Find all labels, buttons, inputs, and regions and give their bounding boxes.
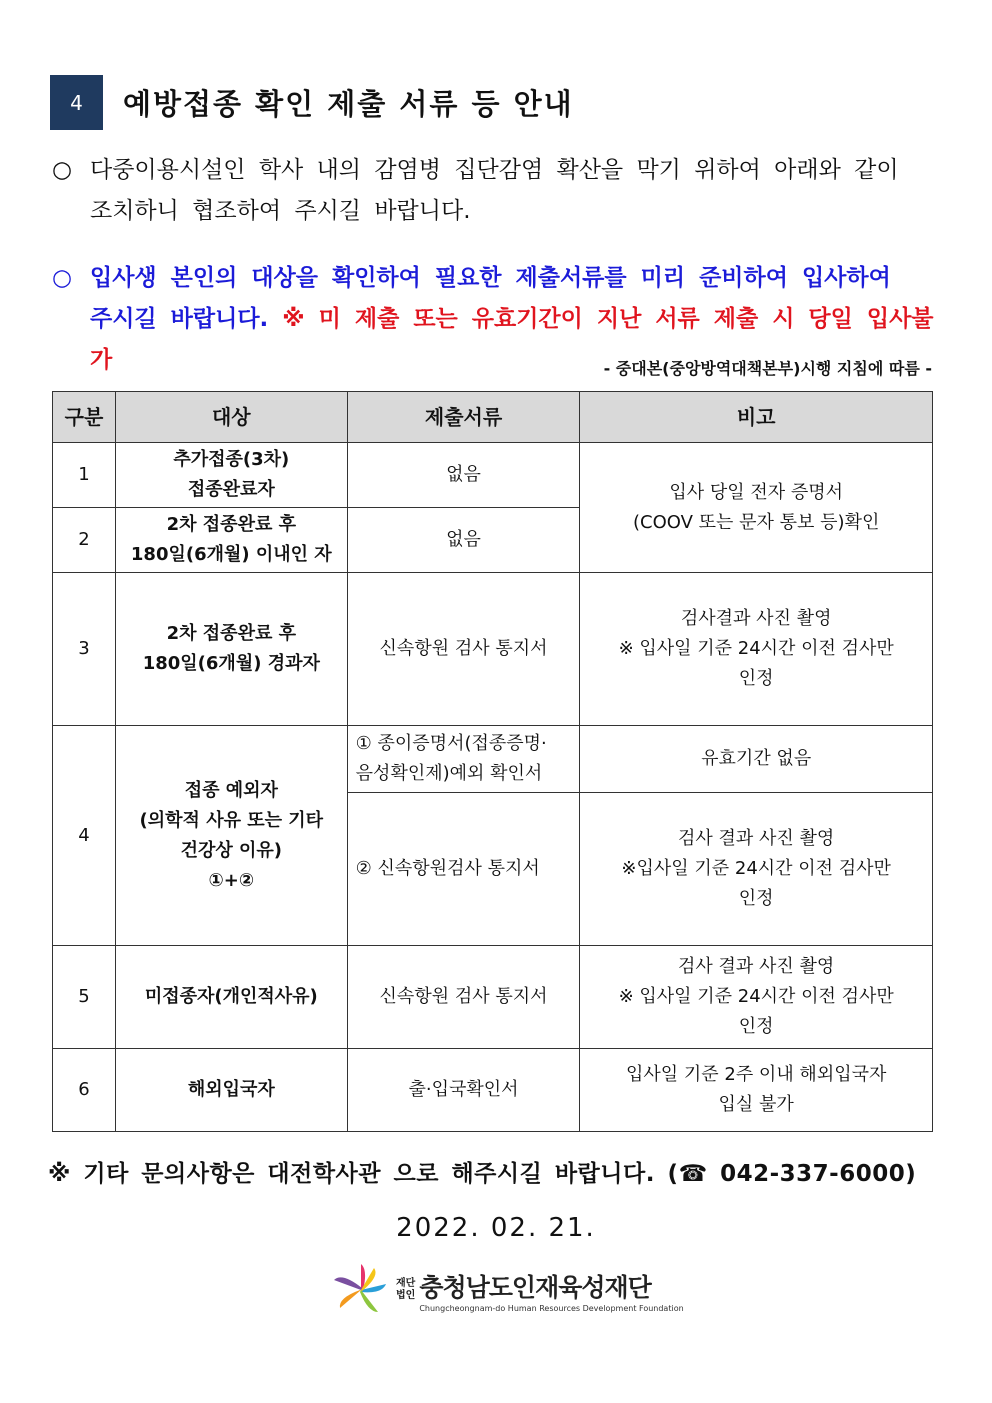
table-row [53,443,933,508]
row-remark: 유효기간 없음 [580,726,933,793]
paragraph-1-line2: 조치하니 협조하여 주시길 바랍니다. [90,198,471,224]
row-document: ② 신속항원검사 통지서 [347,793,580,946]
row-target: 접종 예외자 (의학적 사유 또는 기타 건강상 이유) ①+② [115,726,347,946]
row-remark: 입사일 기준 2주 이내 해외입국자 입실 불가 [580,1049,933,1132]
paragraph-2-line2: 주시길 바랍니다. [90,306,269,332]
row-number: 5 [53,946,116,1049]
pinwheel-logo-icon [330,1262,392,1318]
row-remark: 입사 당일 전자 증명서 (COOV 또는 문자 통보 등)확인 [580,443,933,573]
bullet-circle: ○ [52,265,73,291]
document-date: 2022. 02. 21. [396,1213,596,1243]
warning-text: ※ 미 제출 또는 유효기간이 지난 서류 제출 시 당일 입사불가 [90,306,934,373]
document-table [52,391,933,1132]
row-number: 1 [53,443,116,508]
row-remark: 검사 결과 사진 촬영 ※ 입사일 기준 24시간 이전 검사만 인정 [580,946,933,1049]
header-target: 대상 [115,392,347,443]
row-document: 신속항원 검사 통지서 [347,946,580,1049]
section-number: 4 [50,75,103,130]
header-remarks: 비고 [580,392,933,443]
table-row [53,573,933,726]
table-row [53,1049,933,1132]
row-document: 없음 [347,508,580,573]
row-remark: 검사결과 사진 촬영 ※ 입사일 기준 24시간 이전 검사만 인정 [580,573,933,726]
source-note: - 중대본(중앙방역대책본부)시행 지침에 따름 - [603,359,932,378]
row-target: 해외입국자 [115,1049,347,1132]
logo-subtitle: 재단 법인 [396,1278,416,1301]
row-document: ① 종이증명서(접종증명· 음성확인제)예외 확인서 [347,726,580,793]
row-number: 4 [53,726,116,946]
foundation-logo [330,1262,684,1318]
contact-note: ※ 기타 문의사항은 대전학사관 으로 해주시길 바랍니다. (☎ 042-337-6000) [48,1161,917,1187]
row-number: 3 [53,573,116,726]
paragraph-1-line1: 다중이용시설인 학사 내의 감염병 집단감염 확산을 막기 위하여 아래와 같이 [90,157,899,183]
logo-name: 충청남도인재육성재단 [419,1272,651,1302]
paragraph-2-line1: 입사생 본인의 대상을 확인하여 필요한 제출서류를 미리 준비하여 입사하여 [90,265,891,291]
row-document: 없음 [347,443,580,508]
row-number: 2 [53,508,116,573]
row-document: 신속항원 검사 통지서 [347,573,580,726]
row-document: 출·입국확인서 [347,1049,580,1132]
row-number: 6 [53,1049,116,1132]
row-target: 2차 접종완료 후 180일(6개월) 이내인 자 [115,508,347,573]
row-target: 추가접종(3차) 접종완료자 [115,443,347,508]
paragraph-1 [52,150,936,232]
row-remark: 검사 결과 사진 촬영 ※입사일 기준 24시간 이전 검사만 인정 [580,793,933,946]
table-header-row [53,392,933,443]
bullet-circle: ○ [52,157,73,183]
header-documents: 제출서류 [347,392,580,443]
section-header [50,75,574,130]
table-row [53,946,933,1049]
row-target: 2차 접종완료 후 180일(6개월) 경과자 [115,573,347,726]
table-row [53,726,933,793]
section-title: 예방접종 확인 제출 서류 등 안내 [123,87,574,121]
logo-english-name: Chungcheongnam-do Human Resources Development Foundation [419,1303,684,1313]
row-target: 미접종자(개인적사유) [115,946,347,1049]
header-category: 구분 [53,392,116,443]
